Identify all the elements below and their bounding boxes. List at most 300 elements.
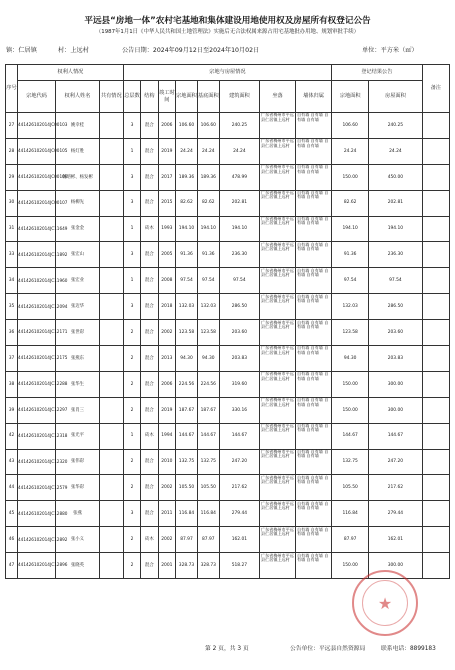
row-seq-text: 37 xyxy=(8,355,15,361)
row-base-area xyxy=(197,190,219,216)
header-building-area: 建筑面积 xyxy=(219,81,259,113)
row-structure xyxy=(141,113,158,139)
row-reg-land-area-text: 150.00 xyxy=(342,407,358,413)
row-base-area-text: 132.03 xyxy=(200,304,216,310)
row-seq xyxy=(6,320,18,346)
table-row xyxy=(6,190,450,216)
row-land-area-text: 194.10 xyxy=(178,226,195,232)
table-row xyxy=(6,294,450,320)
row-reg-house-area-text: 300.00 xyxy=(387,407,404,413)
row-location xyxy=(260,216,296,242)
row-reg-house-area-text: 194.10 xyxy=(387,226,404,232)
table-row xyxy=(6,242,450,268)
row-land-code xyxy=(17,268,68,294)
row-location xyxy=(260,346,296,372)
row-location-text: 广东省梅州市平远县仁居镇上远村 xyxy=(261,241,294,252)
row-reg-house-area xyxy=(369,475,422,501)
row-land-area xyxy=(176,190,198,216)
row-land-area xyxy=(176,527,198,553)
row-location-text: 广东省梅州市平远县仁居镇上远村 xyxy=(261,423,294,433)
row-building-area xyxy=(219,164,259,190)
row-year-text: 2002 xyxy=(161,329,173,335)
row-location-text: 广东省梅州市平远县仁居镇上远村 xyxy=(261,371,294,381)
row-total-floors-text: 2 xyxy=(130,407,134,413)
row-year-text: 2001 xyxy=(161,562,173,568)
row-building-area xyxy=(219,113,259,139)
row-reg-house-area xyxy=(369,138,422,164)
row-base-area-text: 123.58 xyxy=(200,329,216,335)
table-row xyxy=(6,449,450,475)
row-reg-land-area xyxy=(332,397,369,423)
row-reg-land-area-text: 150.00 xyxy=(342,381,358,387)
row-total-floors-text: 2 xyxy=(130,355,134,361)
row-reg-land-area-text: 97.54 xyxy=(343,278,357,284)
row-structure-text: 混合 xyxy=(145,148,154,154)
row-remark xyxy=(422,346,449,372)
row-base-area-text: 189.36 xyxy=(200,174,216,180)
row-land-area-text: 189.36 xyxy=(178,174,195,180)
row-location-text: 广东省梅州市平远县仁居镇上远村 xyxy=(261,319,294,329)
row-reg-house-area xyxy=(369,216,422,242)
row-base-area xyxy=(197,527,219,553)
row-building-area-text: 247.20 xyxy=(231,459,248,465)
row-year-text: 2013 xyxy=(161,355,173,361)
row-reg-land-area-text: 194.10 xyxy=(342,226,358,232)
row-base-area xyxy=(197,268,219,294)
row-wall-text: 自有墙 自有墙 自有墙 自有墙 xyxy=(297,474,329,485)
row-co-owned xyxy=(99,242,123,268)
row-total-floors-text: 2 xyxy=(130,562,134,568)
row-location xyxy=(260,423,296,449)
row-remark xyxy=(422,449,449,475)
row-year xyxy=(158,423,175,449)
row-base-area-text: 105.50 xyxy=(200,485,216,491)
table-row xyxy=(6,371,450,397)
row-land-code-text: 441426102014JC00107 xyxy=(17,199,68,205)
row-total-floors-text: 2 xyxy=(130,459,134,465)
row-building-area xyxy=(219,475,259,501)
row-reg-house-area-text: 300.00 xyxy=(387,381,404,387)
row-seq-text: 30 xyxy=(8,200,15,206)
row-location-text: 广东省梅州市平远县仁居镇上远村 xyxy=(261,267,294,278)
row-location-text: 广东省梅州市平远县仁居镇上远村 xyxy=(261,293,294,303)
row-base-area-text: 187.67 xyxy=(200,407,216,413)
row-building-area xyxy=(219,346,259,372)
row-reg-land-area-text: 150.00 xyxy=(342,174,358,180)
table-row xyxy=(6,475,450,501)
row-wall xyxy=(296,501,332,527)
row-owner-name xyxy=(56,164,100,190)
row-reg-house-area-text: 144.67 xyxy=(387,433,404,439)
row-wall xyxy=(296,190,332,216)
row-total-floors-text: 1 xyxy=(130,278,134,284)
announcement-subtitle: （1987年1月1日《中华人民共和国土地管理法》实施后无合法权属来源占用宅基地批办用地、规划审批手续） xyxy=(95,29,360,35)
row-seq-text: 39 xyxy=(8,407,15,413)
row-seq xyxy=(6,190,18,216)
row-building-area xyxy=(219,190,259,216)
row-seq xyxy=(6,242,18,268)
row-seq xyxy=(6,346,18,372)
row-land-area xyxy=(176,268,198,294)
row-wall xyxy=(296,475,332,501)
row-co-owned xyxy=(99,113,123,139)
row-building-area-text: 330.16 xyxy=(231,407,248,413)
row-structure xyxy=(141,268,158,294)
row-reg-land-area-text: 105.50 xyxy=(342,485,358,491)
row-remark xyxy=(422,501,449,527)
row-base-area-text: 132.75 xyxy=(200,459,216,465)
row-total-floors xyxy=(123,397,140,423)
table-row xyxy=(6,138,450,164)
row-location xyxy=(260,164,296,190)
row-base-area-text: 97.54 xyxy=(202,278,215,284)
row-wall xyxy=(296,527,332,553)
row-base-area xyxy=(197,449,219,475)
row-total-floors xyxy=(123,423,140,449)
row-location xyxy=(260,475,296,501)
row-wall xyxy=(296,216,332,242)
row-seq xyxy=(6,475,18,501)
row-land-code xyxy=(17,216,68,242)
row-year-text: 2002 xyxy=(161,485,173,491)
header-row-bottom xyxy=(6,81,450,113)
announcement-title: 平远县“房地一体”农村宅基地和集体建设用地使用权及房屋所有权登记公告 xyxy=(84,16,371,26)
row-land-area xyxy=(176,294,198,320)
row-seq xyxy=(6,113,18,139)
row-land-code-text: 441426102014JC12297 xyxy=(17,407,68,413)
row-remark xyxy=(422,138,449,164)
row-structure xyxy=(141,320,158,346)
row-reg-land-area xyxy=(332,475,369,501)
row-land-area-text: 91.36 xyxy=(180,252,193,258)
row-reg-land-area xyxy=(332,320,369,346)
row-owner-name-text: 张华生 xyxy=(70,381,85,387)
row-seq xyxy=(6,501,18,527)
row-wall xyxy=(296,423,332,449)
row-building-area-text: 286.50 xyxy=(231,304,248,310)
row-structure-text: 混合 xyxy=(145,329,154,335)
row-owner-name-text: 杨灯胜 xyxy=(70,148,85,154)
row-reg-land-area xyxy=(332,371,369,397)
row-wall-text: 自有墙 自有墙 自有墙 自有墙 xyxy=(297,319,329,329)
row-total-floors xyxy=(123,475,140,501)
row-structure-text: 混合 xyxy=(145,304,154,310)
row-base-area xyxy=(197,138,219,164)
row-year-text: 1993 xyxy=(161,226,173,232)
row-land-code xyxy=(17,371,68,397)
row-base-area xyxy=(197,475,219,501)
row-reg-land-area-text: 132.75 xyxy=(342,459,358,465)
row-seq-text: 38 xyxy=(8,381,15,387)
row-land-code xyxy=(17,475,68,501)
row-land-code-text: 441426102014JC11649 xyxy=(17,225,68,231)
row-total-floors-text: 3 xyxy=(130,122,134,128)
row-seq-text: 34 xyxy=(8,278,15,284)
row-land-area-text: 87.97 xyxy=(180,537,193,543)
row-seq xyxy=(6,527,18,553)
row-structure-text: 砖木 xyxy=(145,433,154,439)
row-year-text: 2006 xyxy=(161,122,173,128)
row-remark xyxy=(422,423,449,449)
row-reg-house-area-text: 202.81 xyxy=(387,200,404,206)
row-land-area-text: 82.62 xyxy=(180,200,193,206)
row-co-owned xyxy=(99,527,123,553)
row-wall-text: 自有墙 自有墙 自有墙 自有墙 xyxy=(297,500,329,511)
row-location xyxy=(260,242,296,268)
row-structure-text: 砖木 xyxy=(145,226,154,232)
row-wall xyxy=(296,138,332,164)
row-land-area-text: 224.56 xyxy=(178,381,195,387)
row-year-text: 2017 xyxy=(161,174,173,180)
row-land-area-text: 116.84 xyxy=(178,511,195,517)
row-seq xyxy=(6,164,18,190)
row-location xyxy=(260,501,296,527)
row-total-floors xyxy=(123,501,140,527)
row-base-area xyxy=(197,501,219,527)
row-land-area xyxy=(176,138,198,164)
row-owner-name-text: 杨柳先 xyxy=(70,200,85,206)
row-co-owned xyxy=(99,475,123,501)
row-seq-text: 33 xyxy=(8,252,15,258)
row-total-floors-text: 1 xyxy=(130,226,134,232)
row-total-floors xyxy=(123,527,140,553)
row-wall-text: 自有墙 自有墙 自有墙 自有墙 xyxy=(297,293,329,303)
row-total-floors xyxy=(123,164,140,190)
row-land-code xyxy=(17,501,68,527)
row-base-area xyxy=(197,371,219,397)
row-seq xyxy=(6,449,18,475)
row-seq-text: 36 xyxy=(8,329,15,335)
row-location xyxy=(260,268,296,294)
row-reg-house-area-text: 24.24 xyxy=(389,148,402,154)
row-reg-land-area-text: 24.24 xyxy=(343,148,357,154)
row-base-area xyxy=(197,346,219,372)
header-house-group: 宗地与房屋情况 xyxy=(123,65,331,81)
row-year xyxy=(158,527,175,553)
row-building-area-text: 202.81 xyxy=(231,200,248,206)
row-reg-land-area xyxy=(332,268,369,294)
row-reg-house-area xyxy=(369,320,422,346)
header-seq: 序号 xyxy=(6,65,18,113)
row-reg-house-area-text: 203.60 xyxy=(387,329,404,335)
row-reg-house-area xyxy=(369,190,422,216)
row-owner-name-text: 张伟彩 xyxy=(70,459,85,465)
row-building-area-text: 319.60 xyxy=(231,381,248,387)
row-year xyxy=(158,553,175,579)
row-land-code xyxy=(17,423,68,449)
row-year xyxy=(158,268,175,294)
row-co-owned xyxy=(99,164,123,190)
row-location-text: 广东省梅州市平远县仁居镇上远村 xyxy=(261,112,294,122)
row-wall-text: 自有墙 自有墙 自有墙 自有墙 xyxy=(297,423,329,433)
row-building-area-text: 97.54 xyxy=(233,278,246,284)
row-structure xyxy=(141,138,158,164)
seal-star-icon: ★ xyxy=(377,594,393,613)
row-structure-text: 混合 xyxy=(145,562,154,568)
row-wall-text: 自有墙 自有墙 自有墙 自有墙 xyxy=(297,345,329,355)
row-reg-house-area-text: 247.20 xyxy=(387,459,404,465)
row-reg-house-area-text: 286.50 xyxy=(387,304,404,310)
row-land-code xyxy=(17,553,68,579)
row-building-area xyxy=(219,294,259,320)
table-row xyxy=(6,216,450,242)
row-land-code xyxy=(17,164,68,190)
row-co-owned xyxy=(99,553,123,579)
row-owner-name-text: 张燕东 xyxy=(70,355,85,361)
row-structure xyxy=(141,527,158,553)
row-year xyxy=(158,346,175,372)
row-location-text: 广东省梅州市平远县仁居镇上远村 xyxy=(261,138,294,148)
row-reg-house-area-text: 240.25 xyxy=(387,122,404,128)
row-total-floors xyxy=(123,242,140,268)
header-base-area: 基底面积 xyxy=(197,81,219,113)
row-base-area-text: 24.24 xyxy=(202,148,215,154)
row-total-floors-text: 3 xyxy=(130,304,134,310)
row-location-text: 广东省梅州市平远县仁居镇上远村 xyxy=(261,526,294,536)
row-building-area xyxy=(219,397,259,423)
table-row xyxy=(6,113,450,139)
row-structure-text: 混合 xyxy=(145,122,154,128)
row-seq-text: 42 xyxy=(8,433,15,439)
row-year xyxy=(158,371,175,397)
row-structure xyxy=(141,164,158,190)
row-wall xyxy=(296,164,332,190)
row-base-area xyxy=(197,242,219,268)
row-location-text: 广东省梅州市平远县仁居镇上远村 xyxy=(261,190,294,200)
row-reg-house-area xyxy=(369,113,422,139)
row-reg-house-area-text: 162.01 xyxy=(387,537,404,543)
row-building-area-text: 24.24 xyxy=(233,148,246,154)
row-seq xyxy=(6,371,18,397)
row-seq xyxy=(6,268,18,294)
row-location-text: 广东省梅州市平远县仁居镇上远村 xyxy=(261,474,294,485)
row-total-floors-text: 1 xyxy=(130,433,134,439)
row-wall-text: 自有墙 自有墙 自有墙 自有墙 xyxy=(297,216,329,226)
row-reg-land-area-text: 150.00 xyxy=(342,562,358,568)
row-location-text: 广东省梅州市平远县仁居镇上远村 xyxy=(261,500,294,511)
row-co-owned xyxy=(99,423,123,449)
row-reg-land-area xyxy=(332,423,369,449)
row-building-area-text: 144.67 xyxy=(231,433,248,439)
row-structure xyxy=(141,501,158,527)
header-land-code: 宗地代码 xyxy=(17,81,55,113)
header-register-group: 登记结果公告 xyxy=(332,65,423,81)
row-land-code-text: 441426102014JC12171 xyxy=(17,329,68,335)
table-row xyxy=(6,320,450,346)
row-reg-house-area-text: 217.62 xyxy=(387,485,404,491)
row-location xyxy=(260,190,296,216)
row-year xyxy=(158,397,175,423)
row-owner-name-text: 张宏业 xyxy=(70,278,85,284)
row-total-floors-text: 2 xyxy=(130,329,134,335)
row-year xyxy=(158,216,175,242)
row-location-text: 广东省梅州市平远县仁居镇上远村 xyxy=(261,552,294,562)
row-owner-name-text: 张宏山 xyxy=(70,252,85,258)
row-land-area-text: 123.58 xyxy=(178,329,195,335)
row-structure-text: 混合 xyxy=(145,355,154,361)
row-land-area-text: 105.50 xyxy=(178,485,195,491)
row-year xyxy=(158,294,175,320)
row-location xyxy=(260,449,296,475)
row-building-area xyxy=(219,268,259,294)
row-seq-text: 44 xyxy=(8,485,15,491)
table-row xyxy=(6,423,450,449)
row-structure xyxy=(141,294,158,320)
row-co-owned xyxy=(99,320,123,346)
row-structure xyxy=(141,553,158,579)
row-seq-text: 27 xyxy=(8,122,15,128)
row-land-area-text: 144.67 xyxy=(178,433,195,439)
row-land-code-text: 441426102014JC12175 xyxy=(17,355,68,361)
row-structure xyxy=(141,449,158,475)
row-total-floors xyxy=(123,371,140,397)
registration-table xyxy=(5,64,450,579)
row-base-area xyxy=(197,423,219,449)
row-land-code xyxy=(17,346,68,372)
row-land-code xyxy=(17,527,68,553)
row-year xyxy=(158,164,175,190)
row-base-area xyxy=(197,113,219,139)
row-building-area xyxy=(219,216,259,242)
row-reg-land-area xyxy=(332,242,369,268)
contact-phone: 联系电话：8899183 xyxy=(381,646,436,652)
row-base-area xyxy=(197,164,219,190)
row-land-code xyxy=(17,242,68,268)
row-remark xyxy=(422,216,449,242)
row-structure xyxy=(141,371,158,397)
row-land-area xyxy=(176,320,198,346)
row-wall xyxy=(296,320,332,346)
row-structure-text: 混合 xyxy=(145,511,154,517)
row-year xyxy=(158,113,175,139)
row-reg-house-area xyxy=(369,268,422,294)
table-row xyxy=(6,346,450,372)
row-year-text: 2010 xyxy=(161,459,173,465)
row-land-code xyxy=(17,449,68,475)
row-building-area-text: 203.60 xyxy=(231,329,248,335)
row-reg-house-area xyxy=(369,294,422,320)
row-wall xyxy=(296,242,332,268)
row-reg-house-area xyxy=(369,164,422,190)
row-seq-text: 45 xyxy=(8,511,15,517)
row-year xyxy=(158,190,175,216)
row-land-code-text: 441426102014JC11960 xyxy=(17,277,68,283)
header-structure: 结构 xyxy=(141,81,158,113)
row-land-area xyxy=(176,113,198,139)
row-reg-house-area xyxy=(369,501,422,527)
row-owner-name-text: 张晓英 xyxy=(70,562,85,568)
row-seq xyxy=(6,423,18,449)
row-location xyxy=(260,397,296,423)
row-reg-house-area-text: 236.30 xyxy=(387,252,404,258)
row-reg-land-area xyxy=(332,294,369,320)
row-reg-land-area xyxy=(332,501,369,527)
row-reg-land-area-text: 94.30 xyxy=(343,355,357,361)
row-wall xyxy=(296,449,332,475)
row-land-area xyxy=(176,371,198,397)
row-land-code xyxy=(17,320,68,346)
row-building-area-text: 203.83 xyxy=(231,355,248,361)
row-reg-land-area-text: 132.03 xyxy=(342,304,358,310)
row-year-text: 2019 xyxy=(161,148,173,154)
row-remark xyxy=(422,268,449,294)
row-wall xyxy=(296,294,332,320)
row-land-code-text: 441426102014JC12892 xyxy=(17,536,68,542)
row-reg-house-area-text: 203.83 xyxy=(387,355,404,361)
row-base-area xyxy=(197,320,219,346)
header-rights-group: 权利人情况 xyxy=(17,65,123,81)
row-year-text: 2006 xyxy=(161,381,173,387)
